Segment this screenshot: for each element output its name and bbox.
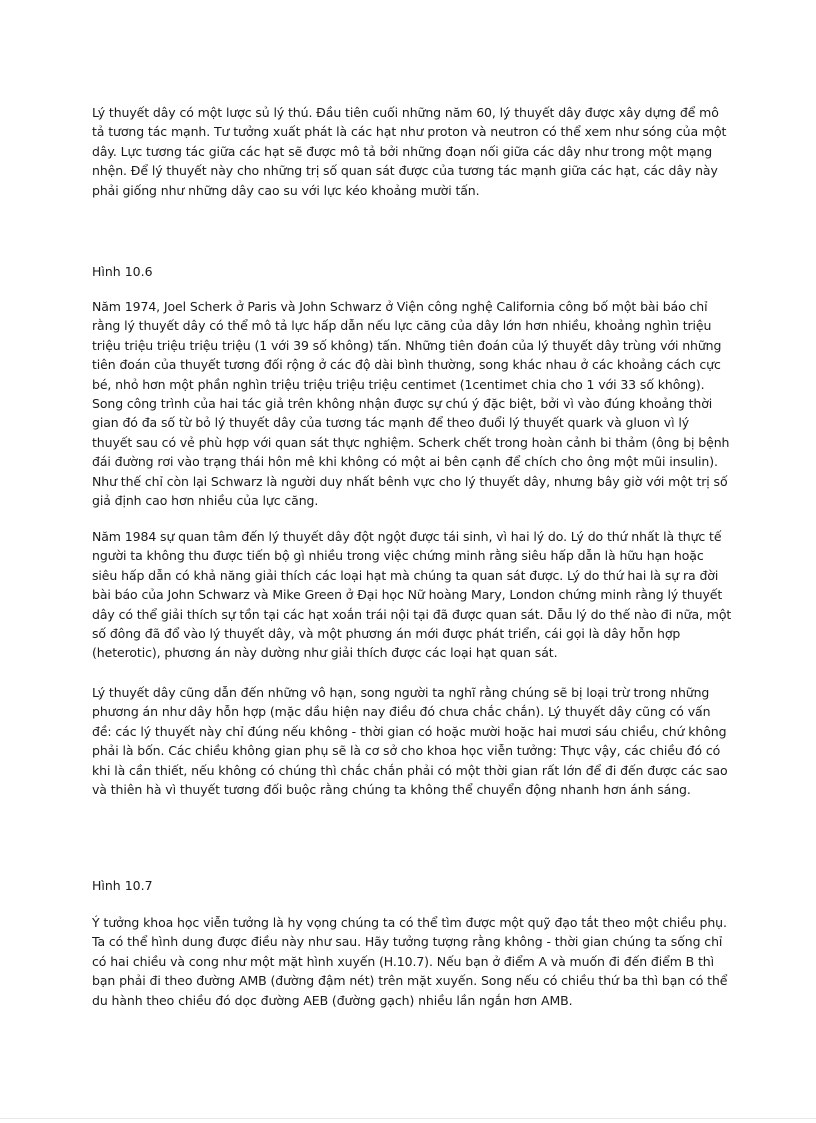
paragraph-shortcut-extra-dimension: Ý tưởng khoa học viễn tưởng là hy vọng chúng ta có thể tìm được một quỹ đạo tắt theo một chiều phụ. Ta có thể hình dung được điều này như sau. Hãy tưởng tượng rằng không - thời gian chúng ta sống chỉ có hai chiều và cong như một mặt hình xuyến (H.10.7). Nếu bạn ở điểm A và muốn đi đến điểm B thì bạn phải đi theo đường AMB (đường đậm nét) trên mặt xuyến. Song nếu có chiều thứ ba thì bạn có thể du hành theo chiều đó dọc đường AEB (đường gạch) nhiều lần ngắn hơn AMB. bbox=[92, 915, 728, 1008]
paragraph-revival-1984: Năm 1984 sự quan tâm đến lý thuyết dây đột ngột được tái sinh, vì hai lý do. Lý do thứ nhất là thực tế người ta không thu được tiến bộ gì nhiều trong việc chứng minh rằng siêu hấp dẫn là hữu hạn hoặc siêu hấp dẫn có khả năng giải thích các loại hạt mà chúng ta quan sát được. Lý do thứ hai là sự ra đời bài báo của John Schwarz và Mike Green ở Đại học Nữ hoàng Mary, London chứng minh rằng lý thuyết dây có thể giải thích sự tồn tại các hạt xoắn trái nội tại đã được quan sát. Dẫu lý do thế nào đi nữa, một số đông đã đổ vào lý thuyết dây, và một phương án mới được phát triển, cái gọi là dây hỗn hợp (heterotic), phương án này dường như giải thích được các loại hạt quan sát. bbox=[92, 529, 732, 661]
figure-caption-10-6: Hình 10.6 bbox=[92, 264, 153, 279]
paragraph-scherk-schwarz-1974: Năm 1974, Joel Scherk ở Paris và John Schwarz ở Viện công nghệ California công bố một bài báo chỉ rằng lý thuyết dây có thể mô tả lực hấp dẫn nếu lực căng của dây lớn hơn nhiều, khoảng nghìn triệu triệu triệu triệu triệu triệu (1 với 39 số không) tấn. Những tiên đoán của lý thuyết dây trùng với những tiên đoán của thuyết tương đối rộng ở các độ dài bình thường, song khác nhau ở các khoảng cách cực bé, nhỏ hơn một phần nghìn triệu triệu triệu triệu centimet (1centimet chia cho 1 với 33 số không). Song công trình của hai tác giả trên không nhận được sự chú ý đặc biệt, bởi vì vào đúng khoảng thời gian đó đa số từ bỏ lý thuyết dây của tương tác mạnh để theo đuổi lý thuyết quark và gluon vì lý thuyết sau có vẻ phù hợp với quan sát thực nghiệm. Scherk chết trong hoàn cảnh bi thảm (ông bị bệnh đái đường rơi vào trạng thái hôn mê khi không có một ai bên cạnh để chích cho ông một mũi insulin). Như thế chỉ còn lại Schwarz là người duy nhất bênh vực cho lý thuyết dây, nhưng bây giờ với một trị số giả định cao hơn nhiều của lực căng. bbox=[92, 299, 730, 509]
paragraph-string-theory-history: Lý thuyết dây có một lược sủ lý thú. Đầu tiên cuối những năm 60, lý thuyết dây được xây dựng để mô tả tương tác mạnh. Tư tưởng xuất phát là các hạt như proton và neutron có thể xem như sóng của một dây. Lực tương tác giữa các hạt sẽ được mô tả bởi những đoạn nối giữa các dây như trong một mạng nhện. Để lý thuyết này cho những trị số quan sát được của tương tác mạnh giữa các hạt, các dây này phải giống như những dây cao su với lực kéo khoảng mười tấn. bbox=[92, 105, 727, 198]
figure-caption-10-7: Hình 10.7 bbox=[92, 878, 153, 893]
page-bottom-divider bbox=[0, 1118, 816, 1119]
paragraph-infinities-dimensions: Lý thuyết dây cũng dẫn đến những vô hạn, song người ta nghĩ rằng chúng sẽ bị loại trừ trong những phương án như dây hỗn hợp (mặc dầu hiện nay điều đó chưa chắc chắn). Lý thuyết dây cũng có vấn đề: các lý thuyết này chỉ đúng nếu không - thời gian có hoặc mười hoặc hai mươi sáu chiều, chứ không phải là bốn. Các chiều không gian phụ sẽ là cơ sở cho khoa học viễn tưởng: Thực vậy, các chiều đó có khi là cần thiết, nếu không có chúng thì chắc chắn phải có một thời gian rất lớn để đi đến được các sao và thiên hà vì thuyết tương đối buộc rằng chúng ta không thể chuyển động nhanh hơn ánh sáng. bbox=[92, 685, 728, 798]
